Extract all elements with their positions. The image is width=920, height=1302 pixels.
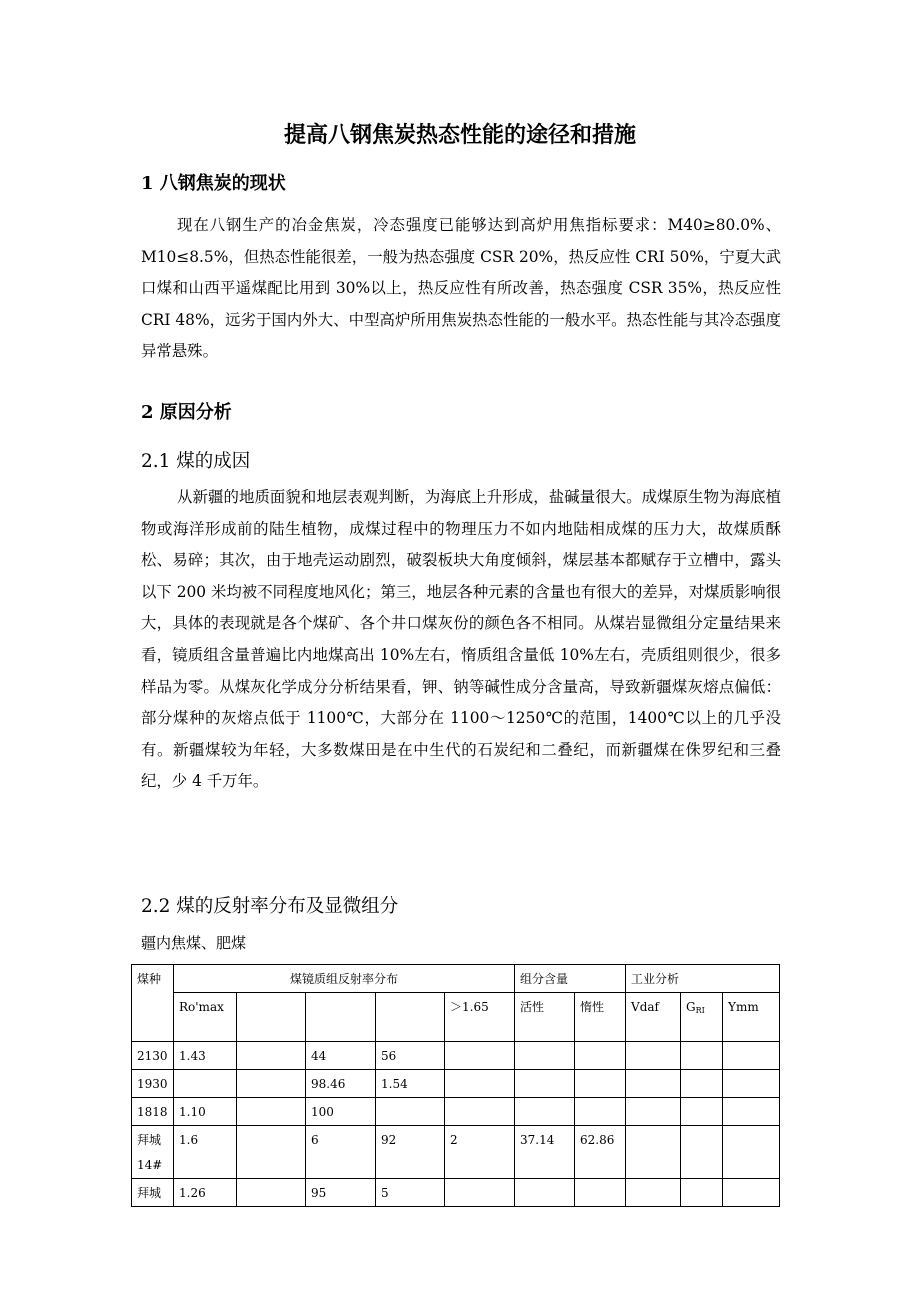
header-reflectance: 煤镜质组反射率分布 bbox=[174, 965, 515, 993]
cell-romax: 1.6 bbox=[174, 1126, 237, 1179]
reflectance-table bbox=[131, 964, 780, 1207]
cell-ymm bbox=[723, 1126, 780, 1179]
cell-active bbox=[515, 1042, 575, 1070]
cell-c2 bbox=[237, 1098, 306, 1126]
header-component: 组分含量 bbox=[515, 965, 626, 993]
cell-c2 bbox=[237, 1070, 306, 1098]
header-industrial-analysis: 工业分析 bbox=[626, 965, 780, 993]
cell-c3: 95 bbox=[306, 1179, 376, 1207]
cell-inert bbox=[575, 1070, 626, 1098]
cell-gri bbox=[681, 1098, 723, 1126]
table-row bbox=[132, 1179, 780, 1207]
header-blank bbox=[306, 993, 376, 1042]
cell-c5 bbox=[445, 1042, 515, 1070]
section-2-1-heading: 2.1 煤的成因 bbox=[141, 451, 251, 472]
cell-vdaf bbox=[626, 1126, 681, 1179]
cell-c5: 2 bbox=[445, 1126, 515, 1179]
cell-c2 bbox=[237, 1179, 306, 1207]
cell-c5 bbox=[445, 1098, 515, 1126]
cell-c4: 92 bbox=[376, 1126, 445, 1179]
cell-gri bbox=[681, 1126, 723, 1179]
cell-coal: 1818 bbox=[132, 1098, 174, 1126]
table-header-row-1 bbox=[132, 965, 780, 993]
header-ymm: Ymm bbox=[723, 993, 780, 1042]
cell-c4: 5 bbox=[376, 1179, 445, 1207]
cell-c2 bbox=[237, 1126, 306, 1179]
cell-vdaf bbox=[626, 1042, 681, 1070]
cell-active bbox=[515, 1070, 575, 1098]
cell-c4 bbox=[376, 1098, 445, 1126]
cell-gri bbox=[681, 1042, 723, 1070]
cell-vdaf bbox=[626, 1070, 681, 1098]
cell-coal: 拜城 14# bbox=[132, 1126, 174, 1179]
cell-c5 bbox=[445, 1179, 515, 1207]
cell-c2 bbox=[237, 1042, 306, 1070]
cell-ymm bbox=[723, 1098, 780, 1126]
header-blank bbox=[237, 993, 306, 1042]
header-romax: Ro'max bbox=[174, 993, 237, 1042]
cell-c3: 44 bbox=[306, 1042, 376, 1070]
cell-coal: 2130 bbox=[132, 1042, 174, 1070]
cell-romax: 1.26 bbox=[174, 1179, 237, 1207]
table-row bbox=[132, 1042, 780, 1070]
cell-vdaf bbox=[626, 1098, 681, 1126]
table-caption: 疆内焦煤、肥煤 bbox=[141, 934, 247, 952]
cell-coal: 1930 bbox=[132, 1070, 174, 1098]
section-2-1-paragraph: 从新疆的地质面貌和地层表观判断，为海底上升形成，盐碱量很大。成煤原生物为海底植物或海洋形成前的陆生植物，成煤过程中的物理压力不如内地陆相成煤的压力大，故煤质酥松、易碎；其次，由于地壳运动剧烈，破裂板块大角度倾斜，煤层基本都赋存于立槽中，露头以下 200 米均被不同程度地风化；第三，地层各种元素的含量也有很大的差异，对煤质影响很大，具体的表现就是各个煤矿、各个井口煤灰份的颜色各不相同。从煤岩显微组分定量结果来看，镜质组含量普遍比内地煤高出 10%左右，惰质组含量低 10%左右，壳质组则很少，很多样品为零。从煤灰化学成分分析结果看，钾、钠等碱性成分含量高，导致新疆煤灰熔点偏低：部分煤种的灰熔点低于 1100℃，大部分在 1100～1250℃的范围，1400℃以上的几乎没有。新疆煤较为年轻，大多数煤田是在中生代的石炭纪和二叠纪，而新疆煤在侏罗纪和三叠纪，少 4 千万年。 bbox=[141, 488, 781, 791]
table-row bbox=[132, 1070, 780, 1098]
table-header-row-2 bbox=[132, 993, 780, 1020]
header-vdaf: Vdaf bbox=[626, 993, 681, 1042]
cell-active bbox=[515, 1098, 575, 1126]
header-coal-type: 煤种 bbox=[132, 965, 174, 1042]
header-ri: RI bbox=[695, 1006, 705, 1015]
cell-gri bbox=[681, 1179, 723, 1207]
cell-ymm bbox=[723, 1070, 780, 1098]
cell-c5 bbox=[445, 1070, 515, 1098]
header-gri bbox=[681, 993, 723, 1042]
header-active: 活性 bbox=[515, 993, 575, 1042]
cell-c4: 56 bbox=[376, 1042, 445, 1070]
cell-romax bbox=[174, 1070, 237, 1098]
cell-inert: 62.86 bbox=[575, 1126, 626, 1179]
cell-ymm bbox=[723, 1042, 780, 1070]
cell-inert bbox=[575, 1179, 626, 1207]
cell-inert bbox=[575, 1042, 626, 1070]
header-blank bbox=[376, 993, 445, 1042]
document-title: 提高八钢焦炭热态性能的途径和措施 bbox=[283, 123, 636, 148]
cell-coal: 拜城 bbox=[132, 1179, 174, 1207]
cell-active: 37.14 bbox=[515, 1126, 575, 1179]
cell-vdaf bbox=[626, 1179, 681, 1207]
section-1-paragraph: 现在八钢生产的冶金焦炭，冷态强度已能够达到高炉用焦指标要求：M40≥80.0%、M10≤8.5%，但热态性能很差，一般为热态强度 CSR 20%，热反应性 CRI 50%，宁夏大武口煤和山西平遥煤配比用到 30%以上，热反应性有所改善，热态强度 CSR 35%，热反应性 CRI 48%，远劣于国内外大、中型高炉所用焦炭热态性能的一般水平。热态性能与其冷态强度异常悬殊。 bbox=[141, 216, 781, 361]
cell-romax: 1.10 bbox=[174, 1098, 237, 1126]
table-row bbox=[132, 1126, 780, 1179]
header-g: G bbox=[686, 1000, 696, 1014]
cell-romax: 1.43 bbox=[174, 1042, 237, 1070]
table-row bbox=[132, 1098, 780, 1126]
cell-c3: 100 bbox=[306, 1098, 376, 1126]
cell-c3: 98.46 bbox=[306, 1070, 376, 1098]
cell-c3: 6 bbox=[306, 1126, 376, 1179]
cell-ymm bbox=[723, 1179, 780, 1207]
header-inert: 惰性 bbox=[575, 993, 626, 1042]
header-gt165: ＞1.65 bbox=[445, 993, 515, 1042]
section-1-heading: 1 八钢焦炭的现状 bbox=[141, 173, 286, 194]
section-2-heading: 2 原因分析 bbox=[141, 402, 232, 423]
cell-inert bbox=[575, 1098, 626, 1126]
cell-gri bbox=[681, 1070, 723, 1098]
section-2-2-heading: 2.2 煤的反射率分布及显微组分 bbox=[141, 896, 399, 917]
cell-c4: 1.54 bbox=[376, 1070, 445, 1098]
cell-active bbox=[515, 1179, 575, 1207]
